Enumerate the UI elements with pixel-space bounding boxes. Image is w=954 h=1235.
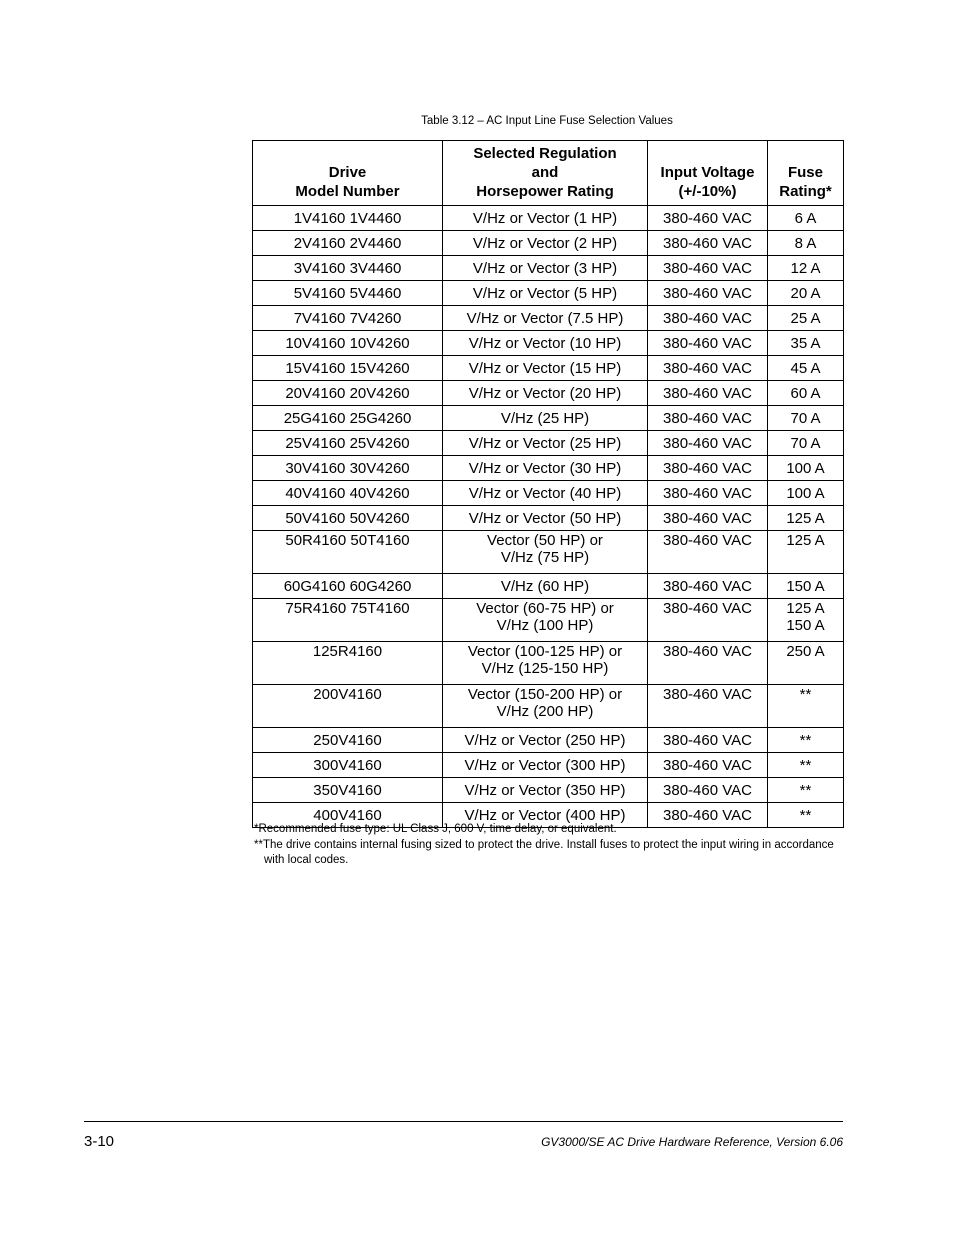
cell-fuse: **	[768, 685, 844, 728]
cell-rating: V/Hz or Vector (20 HP)	[443, 381, 648, 406]
cell-rating: V/Hz (25 HP)	[443, 406, 648, 431]
cell-fuse: 60 A	[768, 381, 844, 406]
cell-rating: Vector (50 HP) or V/Hz (75 HP)	[443, 531, 648, 574]
cell-fuse: 45 A	[768, 356, 844, 381]
cell-rating: V/Hz or Vector (300 HP)	[443, 753, 648, 778]
cell-voltage: 380-460 VAC	[648, 753, 768, 778]
cell-voltage: 380-460 VAC	[648, 685, 768, 728]
cell-fuse: 12 A	[768, 256, 844, 281]
cell-fuse: 100 A	[768, 481, 844, 506]
cell-fuse: 6 A	[768, 206, 844, 231]
cell-fuse: 8 A	[768, 231, 844, 256]
cell-model: 250V4160	[253, 728, 443, 753]
table-row	[253, 574, 844, 599]
cell-voltage: 380-460 VAC	[648, 506, 768, 531]
cell-model: 200V4160	[253, 685, 443, 728]
cell-rating: V/Hz or Vector (40 HP)	[443, 481, 648, 506]
cell-voltage: 380-460 VAC	[648, 642, 768, 685]
table-row	[253, 406, 844, 431]
footer-divider	[84, 1121, 843, 1122]
cell-fuse: 250 A	[768, 642, 844, 685]
table-body	[253, 206, 844, 828]
table-row	[253, 599, 844, 642]
cell-model: 20V4160 20V4260	[253, 381, 443, 406]
table-row	[253, 281, 844, 306]
cell-model: 10V4160 10V4260	[253, 331, 443, 356]
cell-fuse: **	[768, 803, 844, 828]
cell-model: 2V4160 2V4460	[253, 231, 443, 256]
table-row	[253, 431, 844, 456]
cell-model: 3V4160 3V4460	[253, 256, 443, 281]
cell-model: 1V4160 1V4460	[253, 206, 443, 231]
cell-model: 40V4160 40V4260	[253, 481, 443, 506]
table-row	[253, 381, 844, 406]
cell-rating: V/Hz or Vector (30 HP)	[443, 456, 648, 481]
header-regulation-rating: Selected Regulation and Horsepower Rating	[443, 141, 648, 206]
cell-rating: V/Hz or Vector (1 HP)	[443, 206, 648, 231]
table-row	[253, 481, 844, 506]
cell-model: 15V4160 15V4260	[253, 356, 443, 381]
cell-voltage: 380-460 VAC	[648, 431, 768, 456]
cell-voltage: 380-460 VAC	[648, 481, 768, 506]
cell-fuse: 125 A 150 A	[768, 599, 844, 642]
table-row	[253, 728, 844, 753]
table-row	[253, 256, 844, 281]
cell-fuse: 70 A	[768, 406, 844, 431]
cell-rating: V/Hz or Vector (2 HP)	[443, 231, 648, 256]
cell-voltage: 380-460 VAC	[648, 456, 768, 481]
cell-fuse: **	[768, 728, 844, 753]
cell-voltage: 380-460 VAC	[648, 231, 768, 256]
cell-rating: Vector (60-75 HP) or V/Hz (100 HP)	[443, 599, 648, 642]
table-caption: Table 3.12 – AC Input Line Fuse Selection Values	[421, 115, 673, 127]
cell-fuse: 20 A	[768, 281, 844, 306]
cell-rating: V/Hz or Vector (50 HP)	[443, 506, 648, 531]
cell-rating: V/Hz or Vector (5 HP)	[443, 281, 648, 306]
cell-rating: V/Hz or Vector (350 HP)	[443, 778, 648, 803]
cell-rating: V/Hz or Vector (3 HP)	[443, 256, 648, 281]
cell-voltage: 380-460 VAC	[648, 803, 768, 828]
cell-model: 125R4160	[253, 642, 443, 685]
cell-model: 400V4160	[253, 803, 443, 828]
note-internal-fusing: **The drive contains internal fusing sized to protect the drive. Install fuses to protect the input wiring in accordance with local codes.	[254, 838, 834, 866]
table-row	[253, 506, 844, 531]
document-title: GV3000/SE AC Drive Hardware Reference, Version 6.06	[541, 1135, 843, 1149]
note-fuse-type: *Recommended fuse type: UL Class J, 600 V, time delay, or equivalent.	[254, 823, 617, 835]
cell-rating: V/Hz or Vector (400 HP)	[443, 803, 648, 828]
cell-voltage: 380-460 VAC	[648, 206, 768, 231]
cell-model: 5V4160 5V4460	[253, 281, 443, 306]
page-number: 3-10	[84, 1133, 115, 1150]
table-header-row	[253, 141, 844, 206]
cell-voltage: 380-460 VAC	[648, 381, 768, 406]
table-row	[253, 306, 844, 331]
table-row	[253, 206, 844, 231]
cell-rating: V/Hz or Vector (25 HP)	[443, 431, 648, 456]
table-row	[253, 331, 844, 356]
cell-voltage: 380-460 VAC	[648, 331, 768, 356]
table-row	[253, 231, 844, 256]
cell-model: 60G4160 60G4260	[253, 574, 443, 599]
cell-voltage: 380-460 VAC	[648, 281, 768, 306]
cell-voltage: 380-460 VAC	[648, 356, 768, 381]
cell-model: 25G4160 25G4260	[253, 406, 443, 431]
table-row	[253, 456, 844, 481]
cell-fuse: 70 A	[768, 431, 844, 456]
cell-voltage: 380-460 VAC	[648, 574, 768, 599]
cell-fuse: 35 A	[768, 331, 844, 356]
cell-rating: V/Hz or Vector (15 HP)	[443, 356, 648, 381]
cell-model: 7V4160 7V4260	[253, 306, 443, 331]
cell-rating: Vector (150-200 HP) or V/Hz (200 HP)	[443, 685, 648, 728]
table-row	[253, 778, 844, 803]
cell-fuse: 125 A	[768, 506, 844, 531]
cell-rating: V/Hz or Vector (250 HP)	[443, 728, 648, 753]
cell-voltage: 380-460 VAC	[648, 599, 768, 642]
header-fuse-rating: Fuse Rating*	[768, 141, 844, 206]
cell-rating: V/Hz or Vector (7.5 HP)	[443, 306, 648, 331]
table-row	[253, 642, 844, 685]
header-drive-model: Drive Model Number	[253, 141, 443, 206]
table-row	[253, 531, 844, 574]
cell-fuse: **	[768, 753, 844, 778]
cell-model: 75R4160 75T4160	[253, 599, 443, 642]
cell-model: 50V4160 50V4260	[253, 506, 443, 531]
cell-model: 30V4160 30V4260	[253, 456, 443, 481]
table-row	[253, 753, 844, 778]
cell-model: 300V4160	[253, 753, 443, 778]
header-input-voltage: Input Voltage (+/-10%)	[648, 141, 768, 206]
cell-rating: Vector (100-125 HP) or V/Hz (125-150 HP)	[443, 642, 648, 685]
cell-voltage: 380-460 VAC	[648, 728, 768, 753]
cell-voltage: 380-460 VAC	[648, 778, 768, 803]
cell-voltage: 380-460 VAC	[648, 256, 768, 281]
cell-fuse: 25 A	[768, 306, 844, 331]
cell-voltage: 380-460 VAC	[648, 531, 768, 574]
table-notes	[254, 822, 844, 869]
cell-fuse: **	[768, 778, 844, 803]
cell-rating: V/Hz (60 HP)	[443, 574, 648, 599]
fuse-selection-table	[252, 140, 844, 828]
cell-rating: V/Hz or Vector (10 HP)	[443, 331, 648, 356]
cell-fuse: 150 A	[768, 574, 844, 599]
table-row	[253, 685, 844, 728]
cell-fuse: 125 A	[768, 531, 844, 574]
cell-fuse: 100 A	[768, 456, 844, 481]
cell-model: 25V4160 25V4260	[253, 431, 443, 456]
cell-model: 50R4160 50T4160	[253, 531, 443, 574]
table-row	[253, 356, 844, 381]
cell-voltage: 380-460 VAC	[648, 306, 768, 331]
cell-model: 350V4160	[253, 778, 443, 803]
cell-voltage: 380-460 VAC	[648, 406, 768, 431]
